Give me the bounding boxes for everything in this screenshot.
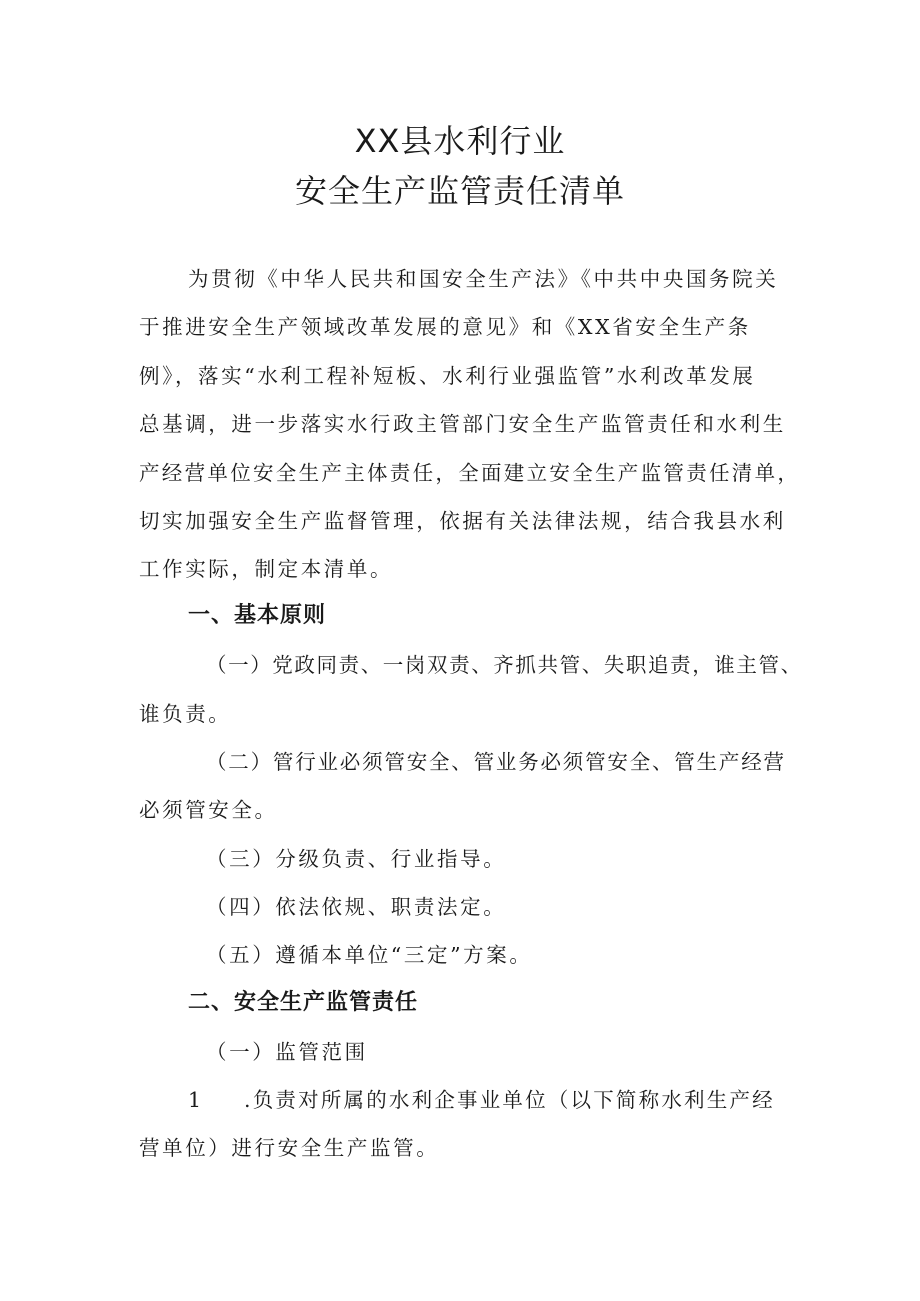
intro-line: 总基调，进一步落实水行政主管部门安全生产监管责任和水利生 [139, 412, 786, 436]
list-item-text-cont: 营单位）进行安全生产监管。 [139, 1136, 440, 1160]
list-item-text: .负责对所属的水利企事业单位（以下简称水利生产经 [244, 1088, 775, 1112]
subsection-heading-scope: （一）监管范围 [206, 1040, 368, 1064]
section-heading-responsibility: 二、安全生产监管责任 [188, 990, 419, 1015]
intro-line: 工作实际，制定本清单。 [139, 557, 394, 581]
intro-line: 产经营单位安全生产主体责任，全面建立安全生产监管责任清单， [139, 461, 801, 485]
document-title-line1: XX县水利行业 [354, 122, 566, 160]
principle-item: （四）依法依规、职责法定。 [206, 895, 507, 919]
section-heading-principles: 一、基本原则 [188, 603, 327, 628]
intro-line: 为贯彻《中华人民共和国安全生产法》《中共中央国务院关 [188, 267, 779, 291]
principle-item-cont: 必须管安全。 [139, 798, 278, 822]
principle-item: （二）管行业必须管安全、管业务必须管安全、管生产经营 [206, 750, 786, 774]
list-item-number: 1 [188, 1088, 202, 1112]
document-title-line2: 安全生产监管责任清单 [294, 172, 625, 210]
principle-item: （一）党政同责、一岗双责、齐抓共管、失职追责，谁主管、 [206, 653, 803, 677]
intro-line: 于推进安全生产领域改革发展的意见》和《XX省安全生产条 [139, 315, 751, 339]
intro-line: 切实加强安全生产监督管理，依据有关法律法规，结合我县水利 [139, 509, 786, 533]
principle-item: （五）遵循本单位“三定”方案。 [206, 943, 533, 967]
intro-line: 例》，落实“水利工程补短板、水利行业强监管”水利改革发展 [139, 364, 756, 388]
principle-item: （三）分级负责、行业指导。 [206, 847, 507, 871]
principle-item-cont: 谁负责。 [139, 702, 232, 726]
